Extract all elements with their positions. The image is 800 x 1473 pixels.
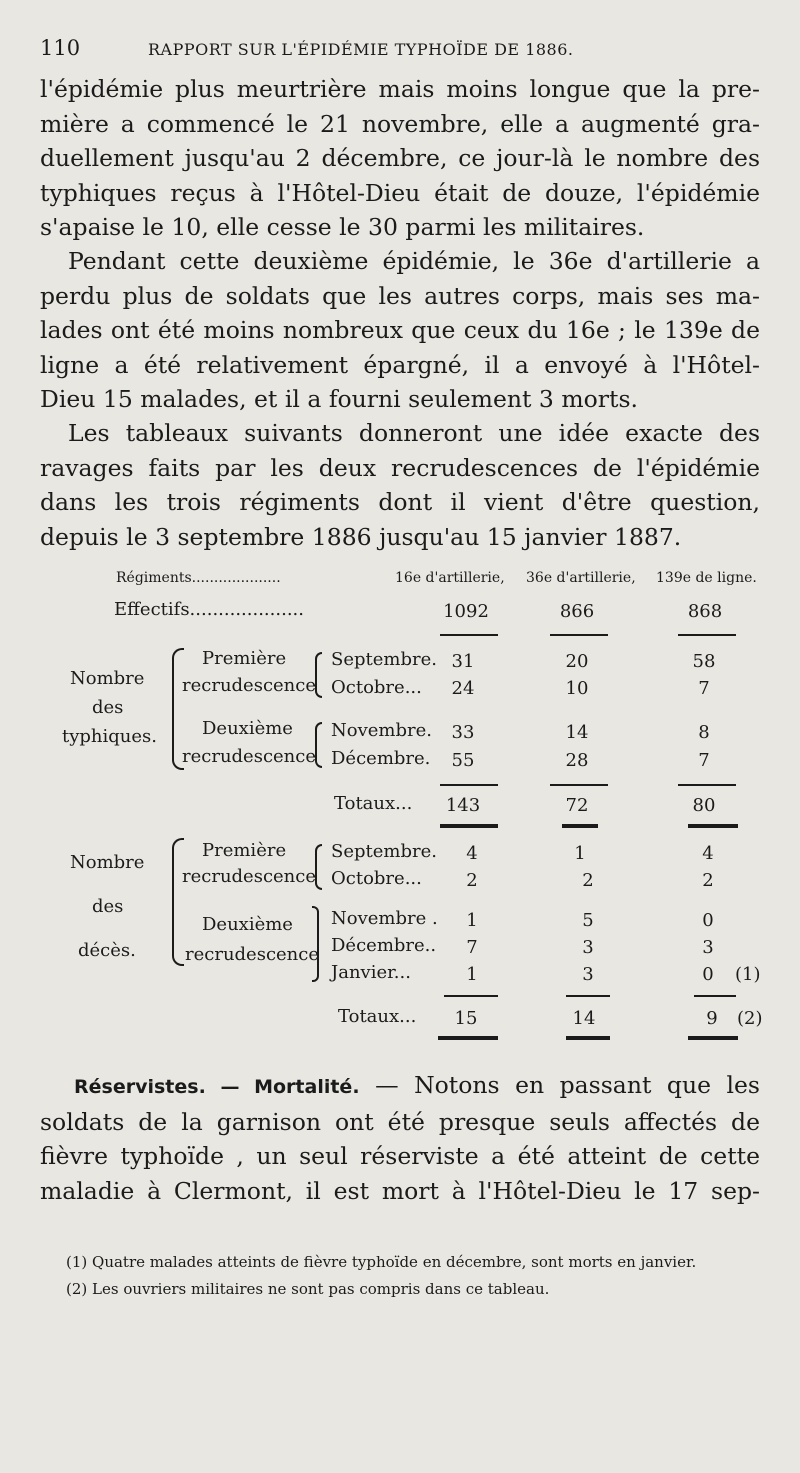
text-line: lades ont été moins nombreux que ceux du 16e ; le 139e de xyxy=(40,316,760,344)
text-line: mière a commencé le 21 novembre, elle a augmenté gra- xyxy=(40,109,760,138)
rule xyxy=(566,995,610,997)
rule xyxy=(688,1036,738,1040)
table-cell: 33 xyxy=(451,722,475,743)
table-cell: 2 xyxy=(582,870,594,891)
text-run: — Notons en passant que les xyxy=(375,1071,760,1099)
group-name: Première xyxy=(202,648,287,669)
month-label: Décembre. xyxy=(331,748,431,769)
effectif-value: 1092 xyxy=(443,601,489,622)
text-line: Pendant cette deuxième épidémie, le 36e d'artillerie a xyxy=(68,247,760,275)
rule xyxy=(444,995,498,997)
brace xyxy=(315,722,322,768)
group-name: recrudescence xyxy=(185,944,320,965)
text-line: duellement jusqu'au 2 décembre, ce jour-là le nombre des xyxy=(40,144,760,172)
text-line: soldats de la garnison ont été presque seuls affectés de xyxy=(40,1107,760,1136)
table-cell: 28 xyxy=(565,750,589,771)
group-name: Deuxième xyxy=(202,718,293,739)
rule xyxy=(678,634,736,636)
table-cell: 10 xyxy=(565,678,589,699)
section-label: typhiques. xyxy=(62,726,158,747)
rule xyxy=(562,824,598,828)
table-cell: 8 xyxy=(698,722,710,743)
month-label: Novembre. xyxy=(331,720,432,741)
table-cell: 4 xyxy=(702,843,714,864)
table-cell: 31 xyxy=(451,651,475,672)
month-label: Novembre . xyxy=(331,908,438,929)
month-label: Janvier... xyxy=(331,962,411,983)
month-label: Septembre. xyxy=(331,649,437,670)
month-label: Octobre... xyxy=(331,868,422,889)
rule xyxy=(678,784,736,786)
brace xyxy=(312,906,319,982)
table-cell: 7 xyxy=(698,750,710,771)
brace xyxy=(315,844,322,890)
section-label: décès. xyxy=(78,940,136,961)
table-cell: 3 xyxy=(702,937,714,958)
table-cell: 5 xyxy=(582,910,594,931)
table-cell: 58 xyxy=(692,651,716,672)
text-line: maladie à Clermont, il est mort à l'Hôtel-Dieu le 17 sep- xyxy=(40,1176,760,1205)
rule xyxy=(550,784,608,786)
section-label: des xyxy=(92,697,124,718)
rule xyxy=(688,824,738,828)
footnotes xyxy=(66,1249,766,1303)
rule xyxy=(694,995,736,997)
table-cell: 0 xyxy=(702,910,714,931)
table-cell: 3 xyxy=(582,937,594,958)
totals-label: Totaux... xyxy=(338,1006,417,1027)
table-cell: 2 xyxy=(466,870,478,891)
paragraph-4 xyxy=(40,1068,760,1208)
text-line: perdu plus de soldats que les autres corps, mais ses ma- xyxy=(40,281,760,310)
total-value: 80 xyxy=(692,795,716,816)
total-value: 143 xyxy=(445,795,481,816)
section-label: Nombre xyxy=(70,668,145,689)
table-cell: 1 xyxy=(466,964,478,985)
table-cell: 1 xyxy=(574,843,586,864)
group-name: recrudescence xyxy=(182,746,317,767)
total-value: 15 xyxy=(454,1008,478,1029)
effectif-value: 868 xyxy=(687,601,723,622)
rule xyxy=(566,1036,610,1040)
table-cell: 7 xyxy=(466,937,478,958)
footnote: (1) Quatre malades atteints de fièvre typhoïde en décembre, sont morts en janvier. xyxy=(66,1253,697,1271)
group-name: Deuxième xyxy=(202,914,293,935)
rule xyxy=(440,784,498,786)
effectifs-label: Effectifs.................... xyxy=(114,599,304,620)
group-name: Première xyxy=(202,840,287,861)
table-cell: 0 xyxy=(702,964,714,985)
total-value: 72 xyxy=(565,795,589,816)
table-cell: 7 xyxy=(698,678,710,699)
section-label: Nombre xyxy=(70,852,145,873)
rule xyxy=(438,1036,498,1040)
table-cell: 1 xyxy=(466,910,478,931)
text-line: depuis le 3 septembre 1886 jusqu'au 15 janvier 1887. xyxy=(40,522,682,551)
column-header: 36e d'artillerie, xyxy=(526,570,636,586)
table-cell: 55 xyxy=(451,750,475,771)
footnote: (2) Les ouvriers militaires ne sont pas compris dans ce tableau. xyxy=(66,1280,550,1298)
text-line: ligne a été relativement épargné, il a envoyé à l'Hôtel- xyxy=(40,350,760,379)
column-header: 16e d'artillerie, xyxy=(395,570,505,586)
brace xyxy=(315,652,322,698)
text-line xyxy=(40,1068,760,1105)
table-cell: 4 xyxy=(466,843,478,864)
column-header: 139e de ligne. xyxy=(656,570,757,586)
month-label: Septembre. xyxy=(331,841,437,862)
section-label: des xyxy=(92,896,124,917)
effectif-value: 866 xyxy=(559,601,595,622)
text-line: fièvre typhoïde , un seul réserviste a été atteint de cette xyxy=(40,1142,760,1170)
table-cell: 14 xyxy=(565,722,589,743)
rule xyxy=(440,824,498,828)
section-heading: Réservistes. — Mortalité. xyxy=(74,1076,360,1098)
text-line: ravages faits par les deux recrudescences de l'épidémie xyxy=(40,453,760,482)
text-line: Les tableaux suivants donneront une idée exacte des xyxy=(68,419,760,447)
text-line: s'apaise le 10, elle cesse le 30 parmi les militaires. xyxy=(40,213,645,241)
footnote-marker: (1) xyxy=(735,964,761,985)
group-name: recrudescence xyxy=(182,675,317,696)
group-name: recrudescence xyxy=(182,866,317,887)
regiments-label: Régiments.................... xyxy=(116,570,281,586)
table-cell: 20 xyxy=(565,651,589,672)
table-cell: 24 xyxy=(451,678,475,699)
rule xyxy=(550,634,608,636)
footnote-marker: (2) xyxy=(737,1008,763,1029)
table-cell: 2 xyxy=(702,870,714,891)
text-line: dans les trois régiments dont il vient d'être question, xyxy=(40,488,760,516)
text-line: l'épidémie plus meurtrière mais moins longue que la pre- xyxy=(40,75,760,103)
month-label: Décembre.. xyxy=(331,935,437,956)
brace xyxy=(172,838,184,966)
total-value: 14 xyxy=(572,1008,596,1029)
running-title: RAPPORT SUR L'ÉPIDÉMIE TYPHOÏDE DE 1886. xyxy=(148,40,574,59)
month-label: Octobre... xyxy=(331,677,422,698)
total-value: 9 xyxy=(706,1008,718,1029)
text-line: typhiques reçus à l'Hôtel-Dieu était de douze, l'épidémie xyxy=(40,178,760,207)
text-line: Dieu 15 malades, et il a fourni seulement 3 morts. xyxy=(40,385,638,413)
rule xyxy=(440,634,498,636)
table-cell: 3 xyxy=(582,964,594,985)
totals-label: Totaux... xyxy=(334,793,413,814)
page-number: 110 xyxy=(40,36,81,60)
